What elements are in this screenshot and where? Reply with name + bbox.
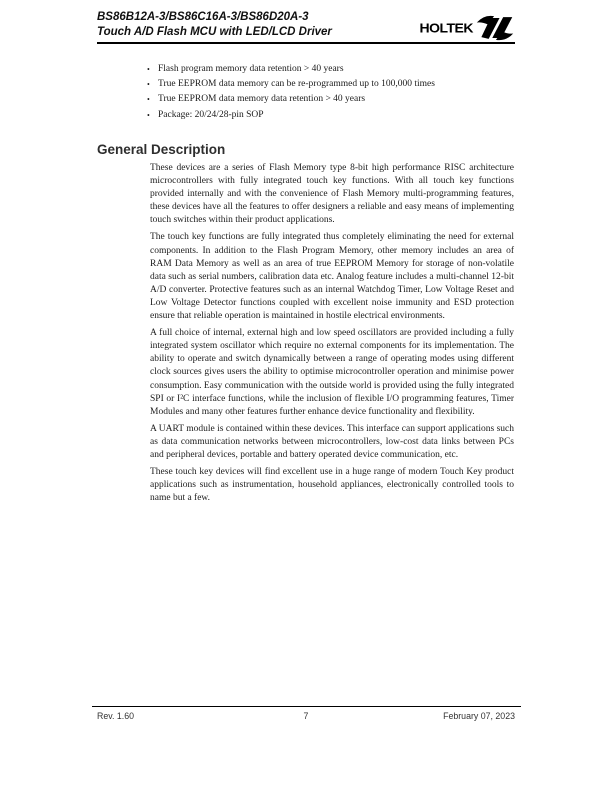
- page-header: [97, 10, 515, 42]
- footer-divider: [92, 706, 521, 707]
- paragraph: These touch key devices will find excellent use in a huge range of modern Touch Key product applications such as instrumentation, household appliances, electronically controlled tools to name but a few.: [150, 467, 514, 504]
- header-divider: [97, 42, 515, 44]
- page-footer: [97, 711, 515, 721]
- document-title: [97, 10, 332, 39]
- page-number: 7: [303, 711, 309, 721]
- date-label: February 07, 2023: [443, 711, 515, 721]
- feature-item: • Flash program memory data retention > 40 years: [147, 62, 517, 77]
- section-heading-general-description: General Description: [97, 142, 226, 157]
- feature-list: [147, 62, 517, 123]
- part-numbers: BS86B12A-3/BS86C16A-3/BS86D20A-3: [97, 11, 309, 23]
- paragraph: A full choice of internal, external high and low speed oscillators are provided including a fully integrated system oscillator which require no external components for its implementation. The ability to operate and switch dynamically between a range of operating modes using different clock sources gives users the ability to optimise microcontroller operation and minimise power consumption. Easy communication with the outside world is provided using the fully integrated SPI or I²C interface functions, while the inclusion of flexible I/O programming features, Timer Modules and many other features further enhance device functionality and flexibility.: [150, 328, 514, 417]
- holtek-logo: [419, 14, 515, 42]
- holtek-logo-icon: [475, 14, 515, 42]
- feature-item: • Package: 20/24/28-pin SOP: [147, 108, 517, 123]
- holtek-logo-text: HOLTEK: [419, 20, 473, 36]
- paragraph: A UART module is contained within these devices. This interface can support applications such as data communication networks between microcontrollers, low-cost data links between PCs and peripheral devices, portable and battery operated device communication, etc.: [150, 423, 514, 460]
- document-subtitle: Touch A/D Flash MCU with LED/LCD Driver: [97, 25, 332, 38]
- paragraph: These devices are a series of Flash Memory type 8-bit high performance RISC architecture microcontrollers with fully integrated touch key functions. With all touch key functions provided internally and with the convenience of Flash Memory multi-programming features, these devices have all the features to offer designers a reliable and easy means of implementing touch switches within their product applications.: [150, 163, 514, 226]
- revision-label: Rev. 1.60: [97, 711, 134, 721]
- general-description-body: [150, 162, 514, 509]
- paragraph: The touch key functions are fully integrated thus completely eliminating the need for external components. In addition to the Flash Program Memory, other memory includes an area of RAM Data Memory as well as an area of true EEPROM Memory for storage of non-volatile data such as serial numbers, calibration data etc. Analog feature includes a multi-channel 12-bit A/D converter. Protective features such as an internal Watchdog Timer, Low Voltage Reset and Low Voltage Detector functions coupled with excellent noise immunity and ESD protection ensure that reliable operation is maintained in hostile electrical environments.: [150, 232, 514, 322]
- feature-item: • True EEPROM data memory data retention > 40 years: [147, 92, 517, 107]
- feature-item: • True EEPROM data memory can be re-programmed up to 100,000 times: [147, 77, 517, 92]
